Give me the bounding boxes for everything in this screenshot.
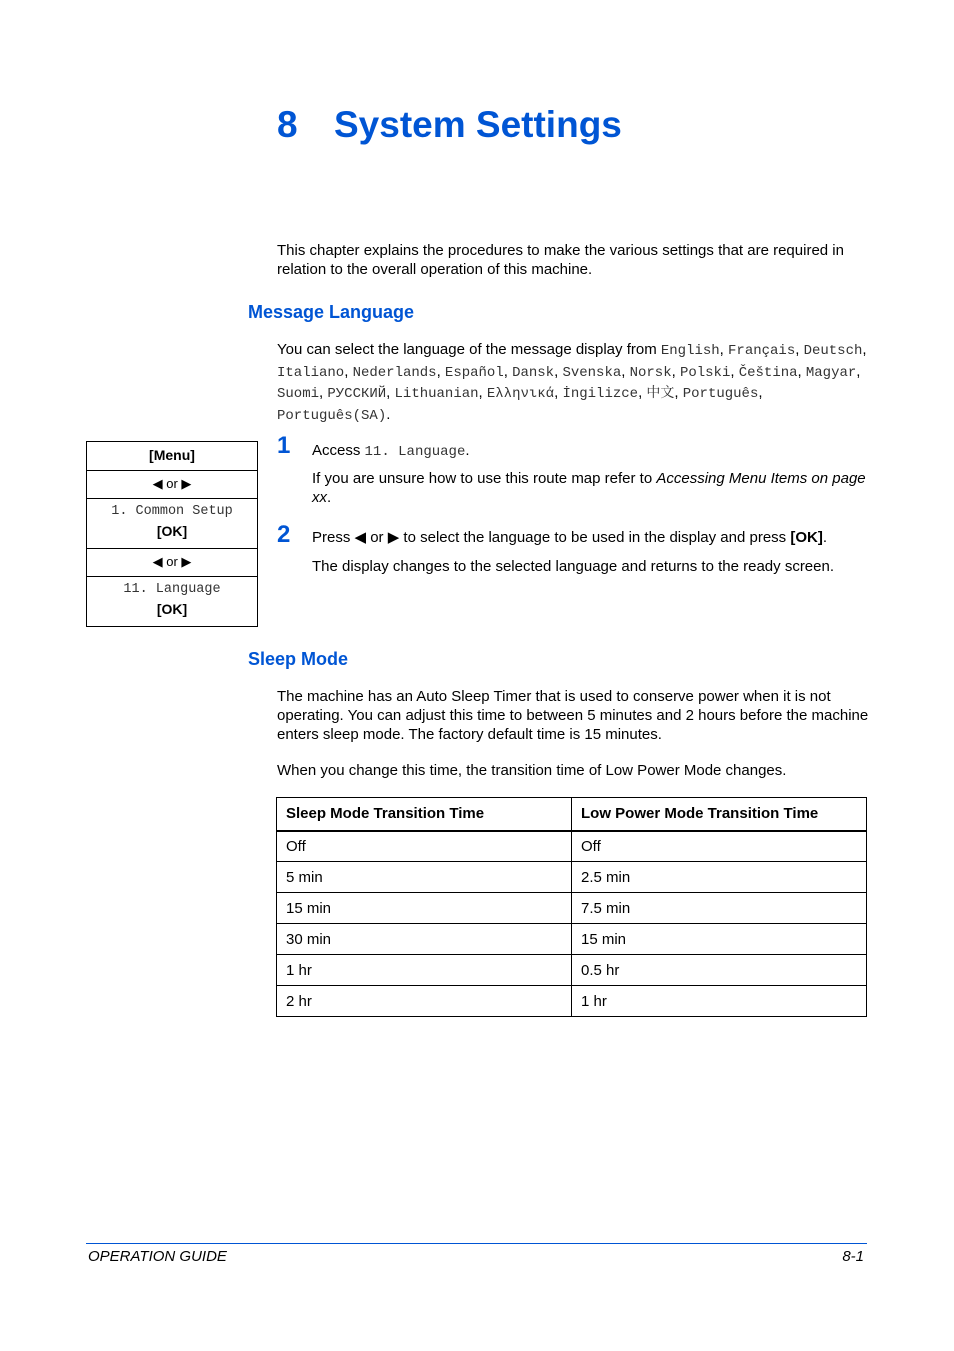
cross-reference-link[interactable]: Accessing Menu Items on page xx [312, 470, 866, 506]
transition-time-table [276, 797, 867, 1017]
step-1-note-suffix: . [327, 489, 332, 506]
table-row [277, 831, 867, 862]
route-map-arrow: ◀ or ▶ [87, 470, 257, 498]
route-map-ok: [OK] [156, 523, 188, 539]
route-map-menu: [Menu] [149, 447, 195, 463]
language-option: Português [682, 386, 759, 402]
route-map-item-label: 11. Language [123, 582, 221, 597]
step-2-prefix: Press ◀ or ▶ to select the language to be used in the display and press [312, 529, 787, 546]
step-1-menu-item: 11. Language [364, 444, 466, 460]
table-row [277, 862, 867, 893]
language-option: 中文 [646, 386, 675, 402]
step-1-prefix: Access [312, 442, 361, 459]
table-cell: 1 hr [277, 955, 572, 986]
language-option: Norsk [629, 364, 672, 381]
route-map-ok: [OK] [156, 601, 188, 617]
table-cell: 30 min [277, 924, 572, 955]
step-1-suffix: . [465, 442, 470, 459]
table-cell: 0.5 hr [572, 955, 867, 986]
language-option: Ελληνικά [486, 386, 555, 402]
table-header-row [277, 798, 867, 831]
language-option: Deutsch [803, 343, 863, 359]
table-header: Sleep Mode Transition Time [277, 798, 572, 831]
table-row [277, 924, 867, 955]
table-cell: 5 min [277, 862, 572, 893]
language-option: Polski [679, 364, 731, 381]
section-title-message-language: Message Language [248, 302, 415, 322]
language-option: Suomi [277, 386, 320, 402]
footer-guide-title: OPERATION GUIDE [88, 1248, 227, 1265]
step-2-text [312, 528, 827, 547]
route-map-arrow: ◀ or ▶ [87, 548, 257, 576]
language-option: Dansk [512, 364, 555, 381]
table-row [277, 955, 867, 986]
table-cell: 15 min [572, 924, 867, 955]
step-2-note: The display changes to the selected language and returns to the ready screen. [312, 558, 835, 575]
route-map [86, 441, 258, 627]
language-option: Nederlands [352, 364, 437, 381]
step-number-2: 2 [277, 521, 291, 548]
section-title-sleep-mode: Sleep Mode [248, 649, 349, 669]
table-row [277, 986, 867, 1017]
language-option: Português(SA) [277, 407, 387, 424]
language-option: РУССКИЙ [327, 386, 387, 402]
language-list-paragraph [277, 340, 877, 426]
language-option: Čeština [738, 364, 798, 381]
table-cell: Off [572, 831, 867, 862]
chapter-number: 8 [277, 104, 298, 145]
language-option: Svenska [562, 364, 622, 381]
language-option: İngilizce [562, 386, 639, 402]
step-number-1: 1 [277, 432, 291, 459]
language-option: Italiano [277, 364, 345, 381]
table-header: Low Power Mode Transition Time [572, 798, 867, 831]
intro-paragraph: This chapter explains the procedures to make the various settings that are required in relation to the overall operation of this machine. [277, 242, 844, 278]
step-1-note [312, 469, 872, 507]
footer-divider [86, 1243, 867, 1244]
route-map-item-label: 1. Common Setup [111, 504, 233, 519]
footer-page-number: 8-1 [842, 1248, 864, 1265]
language-option: Français [728, 343, 796, 359]
table-cell: 1 hr [572, 986, 867, 1017]
step-2-ok: [OK] [790, 529, 823, 546]
sleep-mode-paragraph-1: The machine has an Auto Sleep Timer that is used to conserve power when it is not operating. You can adjust this time to between 5 minutes and 2 hours before the machine enters sleep mode. The factory default time is 15 minutes. [277, 688, 869, 743]
table-cell: Off [277, 831, 572, 862]
step-1-text [312, 441, 470, 462]
table-cell: 2 hr [277, 986, 572, 1017]
step-2-suffix: . [822, 529, 828, 546]
language-lead: You can select the language of the message display from [277, 341, 657, 358]
chapter-heading [277, 104, 622, 146]
chapter-title: System Settings [334, 104, 622, 145]
route-map-language [87, 576, 257, 626]
language-list: English, Français, Deutsch, Italiano, Nederlands, Español, Dansk, Svenska, Norsk, Polski, Čeština, Magyar, Suomi, РУССКИЙ, Lithuanian, Ελληνικά, İngilizce, 中文, Português, Português(SA). [277, 341, 867, 424]
table-cell: 7.5 min [572, 893, 867, 924]
table-row [277, 893, 867, 924]
language-option: Magyar [805, 364, 857, 381]
table-cell: 15 min [277, 893, 572, 924]
language-option: English [660, 343, 720, 359]
language-option: Lithuanian [394, 386, 479, 402]
sleep-mode-paragraph-2: When you change this time, the transition time of Low Power Mode changes. [277, 762, 787, 779]
step-1-note-prefix: If you are unsure how to use this route map refer to [312, 470, 653, 487]
table-cell: 2.5 min [572, 862, 867, 893]
language-option: Español [444, 364, 504, 381]
route-map-common-setup [87, 498, 257, 548]
